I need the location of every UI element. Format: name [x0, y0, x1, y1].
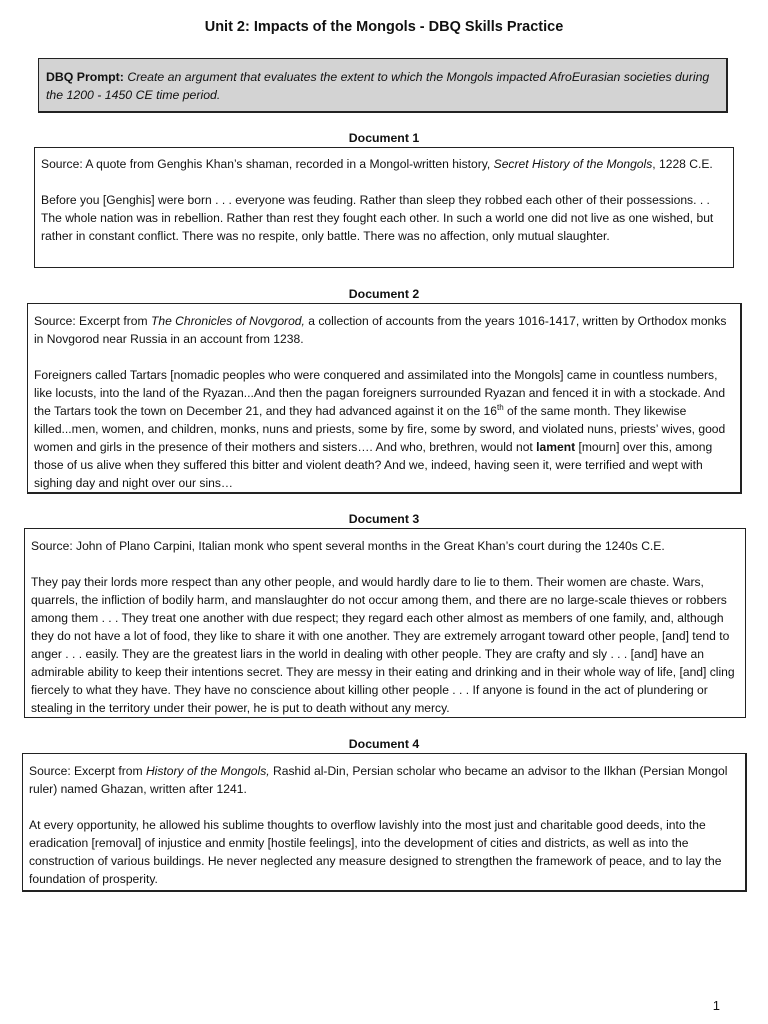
document-4-body: At every opportunity, he allowed his sublime thoughts to overflow lavishly into the most just and charitable good deeds, into the eradication [removal] of injustice and enmity [hostile feelings], into the development of cities and districts, as well as into the construction of various buildings. He never neglected any measure designed to strengthen the framework of peace, and to lay the foundation of prosperity. [29, 818, 722, 886]
document-4-source [29, 762, 737, 798]
prompt-text: Create an argument that evaluates the extent to which the Mongols impacted AfroEurasian societies during the 1200 - 1450 CE time period. [46, 70, 710, 102]
body-text: of the same month. They likewise killed...men, women, and children, monks, nuns and priests, some by fire, some by sword, and violated nuns, priests’ wives, good women and girls in the presence of their mothers and sisters…. And who, brethren, would not [34, 404, 726, 454]
source-text: , 1228 C.E. [652, 157, 713, 171]
source-title: Secret History of the Mongols [493, 157, 653, 171]
document-4-title: Document 4 [348, 737, 420, 751]
document-1-box [34, 147, 734, 268]
document-2-source [34, 312, 732, 348]
body-text: Foreigners called Tartars [nomadic peoples who were conquered and assimilated into the Mongols] came in countless numbers, like locusts, into the land of the Ryazan...And then the pagan foreigners surrounded Ryazan and fenced it in with a stockade. And the Tartars took the town on December 21, and they had advanced against it on the 16 [34, 368, 726, 418]
source-title: The Chronicles of Novgorod, [150, 314, 305, 328]
page-number: 1 [712, 998, 720, 1013]
document-2-body [34, 366, 732, 492]
document-3-title: Document 3 [348, 512, 420, 526]
emphasized-word: lament [536, 440, 576, 454]
ordinal-suffix: th [497, 402, 504, 412]
document-1-body: Before you [Genghis] were born . . . everyone was feuding. Rather than sleep they robbed each other of their possessions. . . The whole nation was in rebellion. Rather than rest they fought each other. In such a world one did not live as one wished, but rather in constant conflict. There was no respite, only battle. There was no affection, only mutual slaughter. [41, 193, 714, 243]
document-3-source: Source: John of Plano Carpini, Italian monk who spent several months in the Great Khan’s court during the 1240s C.E. [31, 539, 665, 553]
document-2-title: Document 2 [348, 287, 420, 301]
document-3-box [24, 528, 746, 718]
document-4-box [22, 753, 747, 892]
document-1-source [41, 155, 725, 173]
source-text: Source: Excerpt from [29, 764, 146, 778]
source-title: History of the Mongols, [145, 764, 270, 778]
source-text: Rashid al-Din, Persian scholar who became an advisor to the Ilkhan (Persian Mongol ruler) named Ghazan, written after 1241. [29, 764, 728, 796]
body-text: [mourn] over this, among those of us alive when they suffered this bitter and violent death? And we, indeed, having seen it, were terrified and wept with sighing day and night over our sins… [34, 440, 713, 490]
document-3-body: They pay their lords more respect than any other people, and would hardly dare to lie to them. Their women are chaste. Wars, quarrels, the infliction of bodily harm, and manslaughter do not occur among them, and there are no large-scale thieves or robbers among them . . . They treat one another with due respect; they regard each other almost as members of one family, and, although they do not have a lot of food, they like to share it with one another. They are extremely arrogant toward other people, [and] tend to anger . . . easily. They are the greatest liars in the world in dealing with other people. They are crafty and sly . . . [and] have an admirable ability to keep their intentions secret. They are messy in their eating and drinking and in their whole way of life, [and] cling fiercely to what they have. They have no conscience about killing other people . . . If anyone is found in the act of plundering or stealing in the territory under their power, he is put to death without any mercy. [31, 575, 735, 715]
source-text: Source: Excerpt from [34, 314, 151, 328]
document-1-title: Document 1 [348, 131, 420, 145]
prompt-label: DBQ Prompt: [46, 70, 124, 84]
dbq-prompt-box [38, 58, 728, 113]
page-title: Unit 2: Impacts of the Mongols - DBQ Skills Practice [204, 19, 564, 35]
document-2-box [27, 303, 742, 494]
source-text: Source: A quote from Genghis Khan’s shaman, recorded in a Mongol-written history, [41, 157, 494, 171]
source-text: a collection of accounts from the years 1016-1417, written by Orthodox monks in Novgorod near Russia in an account from 1238. [34, 314, 727, 346]
